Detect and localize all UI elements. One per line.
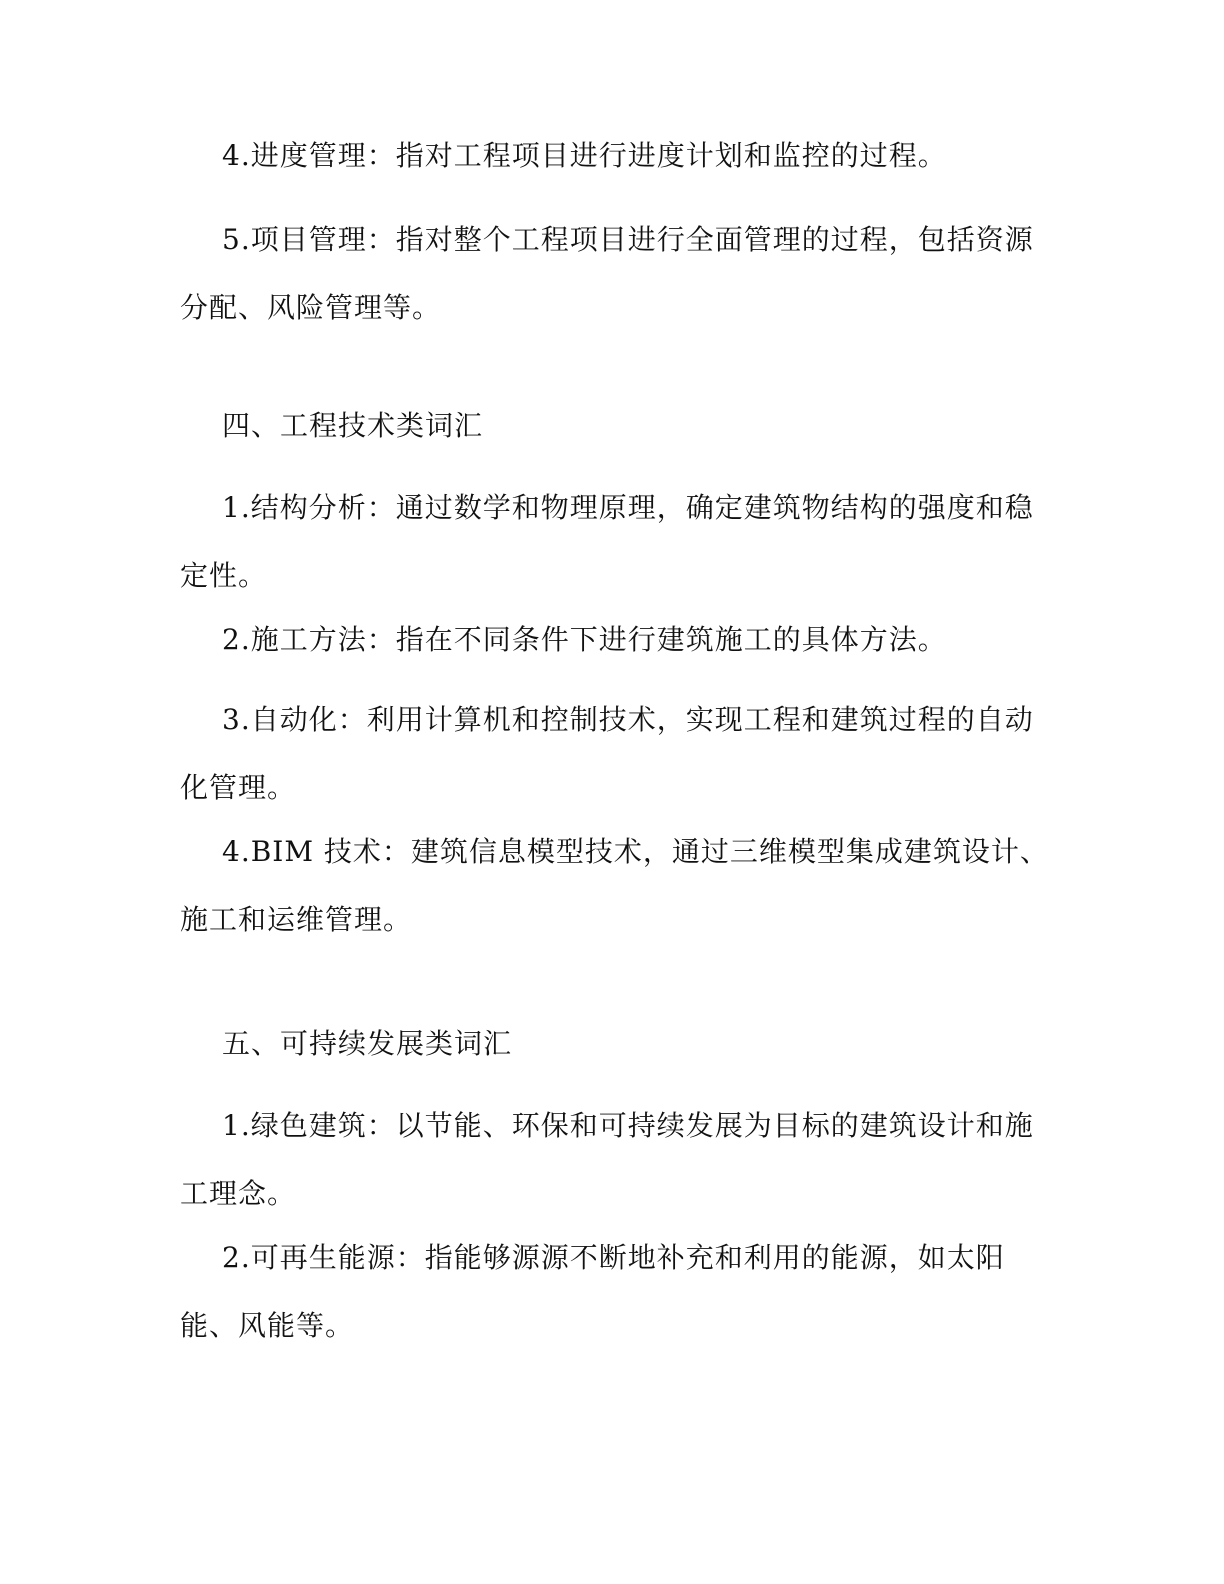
section-heading-engineering-technology: 四、工程技术类词汇 — [222, 409, 484, 442]
item-automation: 3.自动化：利用计算机和控制技术，实现工程和建筑过程的自动化管理。 — [180, 703, 1034, 804]
item-renewable-energy: 2.可再生能源：指能够源源不断地补充和利用的能源，如太阳能、风能等。 — [180, 1241, 1005, 1342]
item-green-building: 1.绿色建筑：以节能、环保和可持续发展为目标的建筑设计和施工理念。 — [180, 1109, 1034, 1210]
item-structural-analysis: 1.结构分析：通过数学和物理原理，确定建筑物结构的强度和稳定性。 — [180, 491, 1034, 592]
item-project-management: 5.项目管理：指对整个工程项目进行全面管理的过程，包括资源分配、风险管理等。 — [180, 223, 1034, 324]
item-bim-technology: 4.BIM 技术：建筑信息模型技术，通过三维模型集成建筑设计、施工和运维管理。 — [180, 835, 1049, 936]
item-progress-management: 4.进度管理：指对工程项目进行进度计划和监控的过程。 — [222, 139, 947, 172]
item-construction-methods: 2.施工方法：指在不同条件下进行建筑施工的具体方法。 — [222, 623, 947, 656]
section-heading-sustainable-development: 五、可持续发展类词汇 — [222, 1027, 513, 1060]
